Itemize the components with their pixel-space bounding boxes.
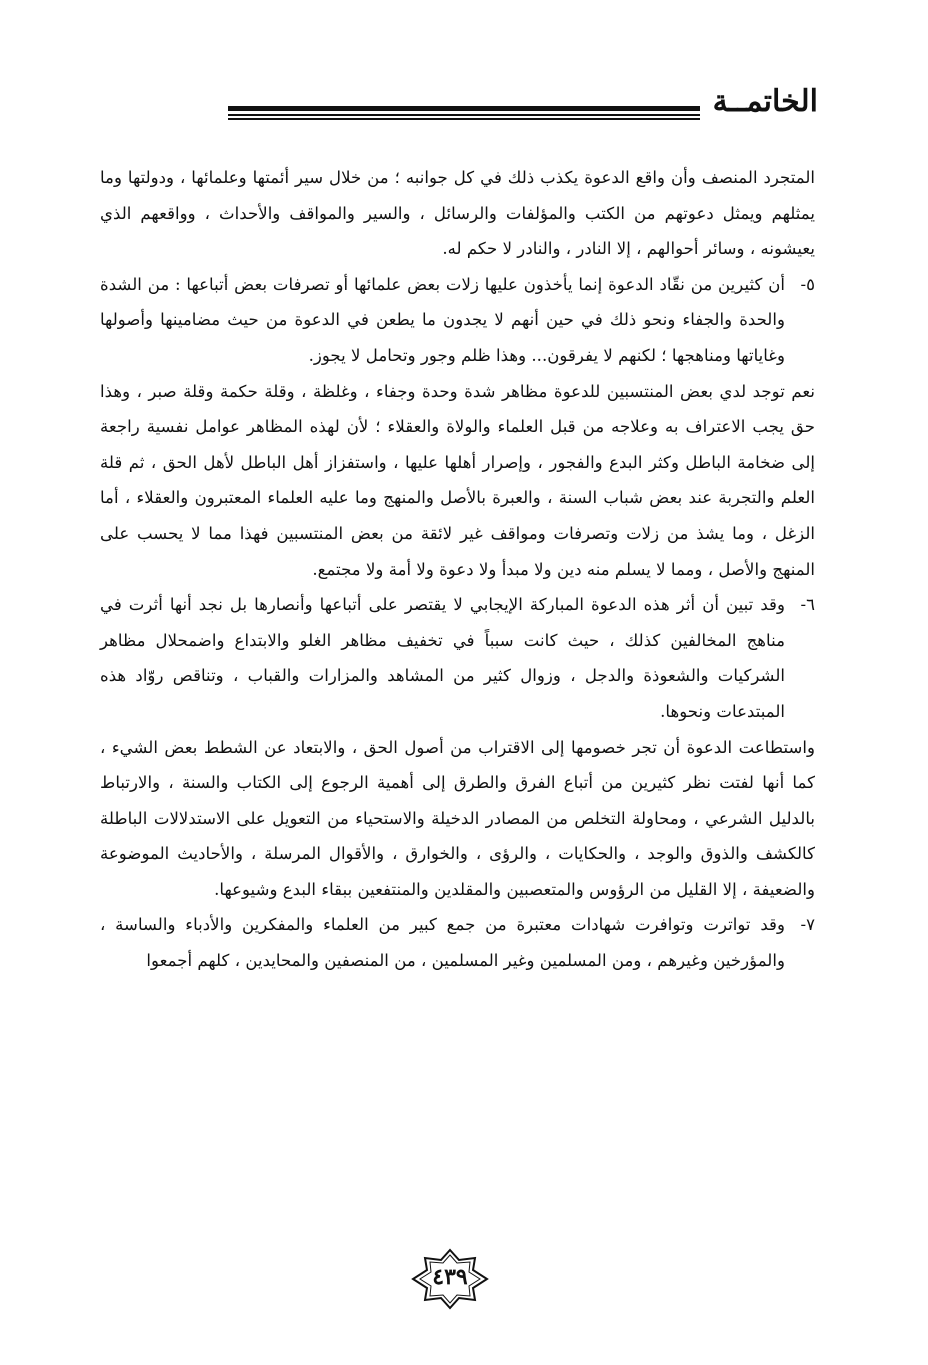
running-header	[228, 82, 818, 132]
paragraph-5b: نعم توجد لدي بعض المنتسبين للدعوة مظاهر شدة وحدة وجفاء ، وغلظة ، وقلة حكمة وقلة صبر ، وهذا حق يجب الاعتراف به وعلاجه من قبل العلماء والولاة والعقلاء ؛ لأن لهذه المظاهر عوامل نفسية راجعة إلى ضخامة الباطل وكثر البدع والفجور ، وإصرار أهلها عليها ، واستفزاز أهل الباطل لأهل الحق ، ثم قلة العلم والتجربة عند بعض شباب السنة ، والعبرة بالأصل والمنهج وما عليه العلماء المعتبرون والعقلاء ، أما الزغل ، وما يشذ من زلات وتصرفات ومواقف غير لائقة من بعض المنتسبين فهذا مما لا يحسب على المنهج والأصل ، ومما لا يسلم منه دين ولا مبدأ ولا دعوة ولا أمة ولا مجتمع.	[100, 381, 815, 579]
page-number-ornament	[409, 1248, 491, 1310]
item-number-5: ٥-	[800, 274, 815, 294]
item-text-6: وقد تبين أن أثر هذه الدعوة المباركة الإيجابي لا يقتصر على أتباعها وأنصارها بل نجد أنها أثرت في مناهج المخالفين كذلك ، حيث كانت سبباً في تخفيف مظاهر الغلو والابتداع واضمحلال مظاهر الشركيات والشعوذة والدجل ، وزوال كثير من المشاهد والمزارات والقباب ، وتناقص روّاد هذه المبتدعات ونحوها.	[100, 595, 785, 721]
item-number-7: ٧-	[800, 915, 815, 935]
header-rule-thick	[228, 106, 700, 111]
paragraph-6b: واستطاعت الدعوة أن تجر خصومها إلى الاقتراب من أصول الحق ، والابتعاد عن الشطط بعض الشيء ، كما أنها لفتت نظر كثيرين من أتباع الفرق والطرق إلى أهمية الرجوع إلى الكتاب والسنة ، والارتباط بالدليل الشرعي ، ومحاولة التخلص من المصادر الدخيلة والاستحياء من التعويل على الاستدلالات الباطلة كالكشف والذوق والوجد ، والحكايات ، والرؤى ، والخوارق ، والأقوال المرسلة ، والأحاديث الموضوعة والضعيفة ، إلا القليل من الرؤوس والمتعصبين والمقلدين والمنتفعين ببقاء البدع وشيوعها.	[100, 737, 815, 899]
list-item-5	[100, 267, 815, 374]
item-text-5: أن كثيرين من نقّاد الدعوة إنما يأخذون عليها زلات بعض علمائها أو تصرفات بعض أتباعها : من الشدة والحدة والجفاء ونحو ذلك في حين أنهم لا يجدون ما يطعن في الدعوة من حيث مضامينها وأصولها وغاياتها ومناهجها ؛ لكنهم لا يفرقون... وهذا ظلم وجور وتحامل لا يجوز.	[100, 274, 785, 365]
list-item-6	[100, 587, 815, 729]
list-item-7	[100, 907, 815, 978]
page-number: ٤٣٩	[432, 1264, 468, 1290]
item-number-6: ٦-	[800, 595, 815, 615]
paragraph-intro: المتجرد المنصف وأن واقع الدعوة يكذب ذلك في كل جوانبه ؛ من خلال سير أئمتها وعلمائها ، ودولتها وما يمثلهم ويمثل دعوتهم من الكتب والمؤلفات والرسائل ، والسير والمواقف والأحداث ، وواقعهم الذي يعيشونه ، وسائر أحوالهم ، إلا النادر ، والنادر لا حكم له.	[100, 168, 815, 259]
chapter-title: الخاتمــة	[712, 84, 818, 119]
item-text-7: وقد تواترت وتوافرت شهادات معتبرة من جمع كبير من العلماء والمفكرين والأدباء والساسة ، والمؤرخين وغيرهم ، ومن المسلمين وغير المسلمين ، من المنصفين والمحايدين ، كلهم أجمعوا	[100, 915, 785, 971]
body-text	[100, 160, 815, 979]
header-rule-thin-second	[228, 118, 700, 120]
header-rule-thin	[228, 114, 700, 116]
